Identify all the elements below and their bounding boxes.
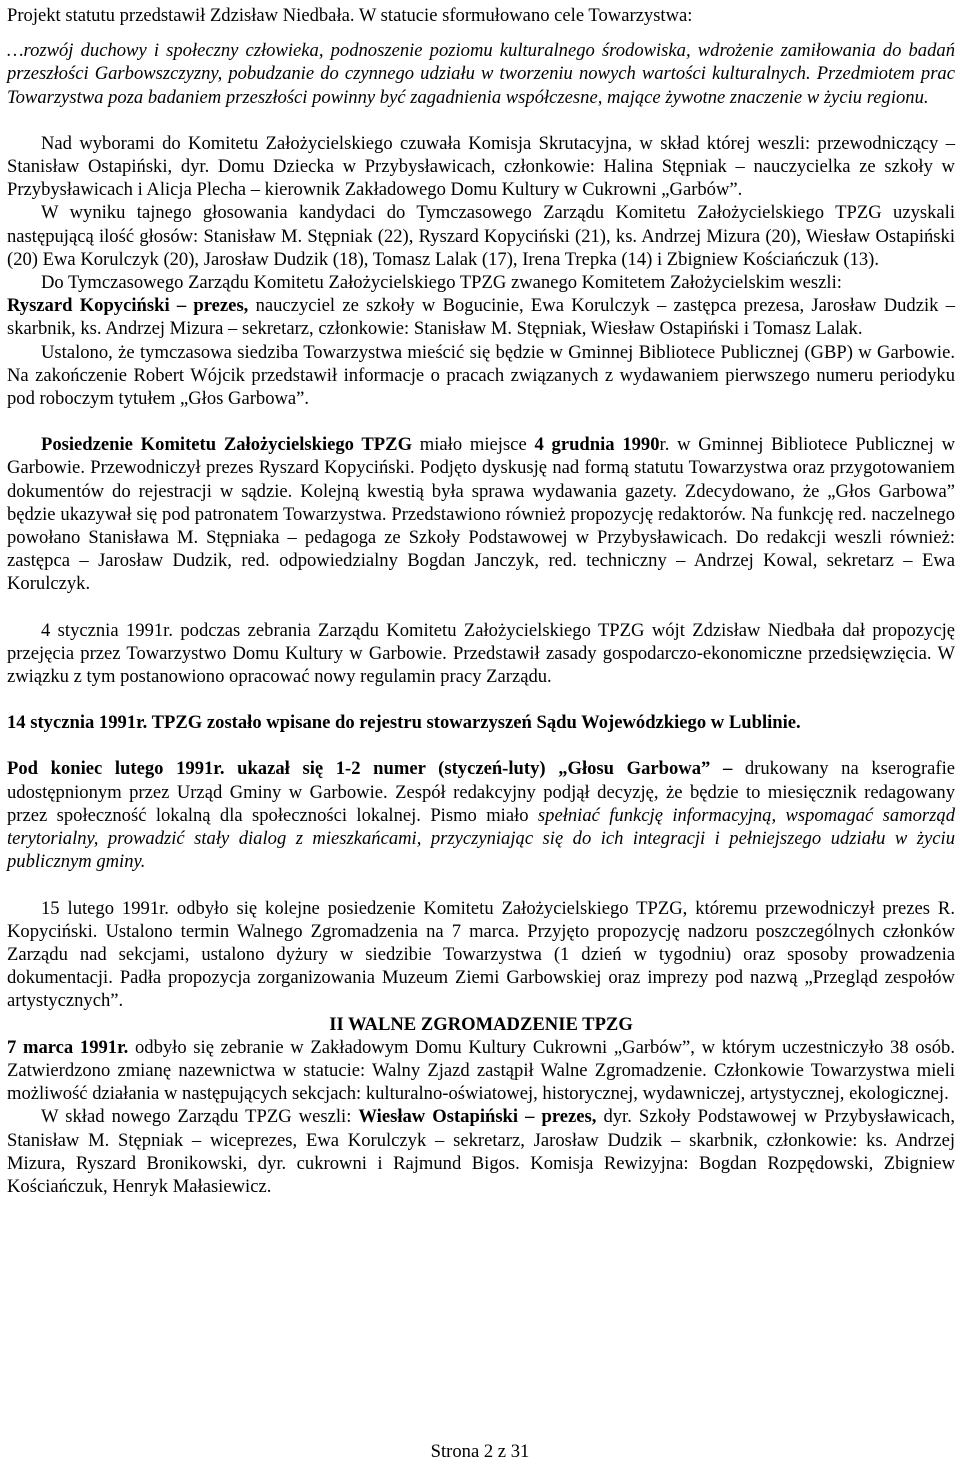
page-number: Strona 2 z 31 [430,1441,530,1462]
paragraph-march-7 [7,1036,955,1106]
paragraph-counting-committee: Nad wyborami do Komitetu Założycielskiego czuwała Komisja Skrutacyjna, w skład której weszli: przewodniczący – Stanisław Ostapiński, dyr. Domu Dziecka w Przybysławicach, członkowie: Halina Stępniak – nauczycielka ze szkoły w Przybysławicach i Alicja Plecha – kierownik Zakładowego Domu Kultury w Cukrowni „Garbów”. [7,132,955,201]
paragraph-february-15: 15 lutego 1991r. odbyło się kolejne posiedzenie Komitetu Założycielskiego TPZG, któremu przewodniczył prezes R. Kopyciński. Ustalono termin Walnego Zgromadzenia na 7 marca. Przyjęto propozycję nadzoru poszczególnych członków Zarządu nad sekcjami, ustalono dyżury w siedzibie Towarzystwa (1 dzień w tygodniu) oraz sposoby prowadzenia dokumentacji. Padła propozycja zorganizowania Muzeum Ziemi Garbowskiej oraz imprezy pod nazwą „Przegląd zespołów artystycznych”. [7,897,955,1012]
paragraph-registration: 14 stycznia 1991r. TPZG zostało wpisane do rejestru stowarzyszeń Sądu Wojewódzkiego w Lublinie. [7,712,801,734]
first-issue-text: drukowany na kserografie udostępnionym przez Urząd Gminy w Garbowie. Zespół redakcyjny podjął decyzję, że będzie to miesięcznik redagowany przez społeczność lokalną dla społeczności lokalnej. Pismo miało [7,758,955,826]
first-issue-mission: spełniać funkcję informacyjną, wspomagać samorząd terytorialny, prowadzić stały dialog z mieszkańcami, przyczyniając się do ich integracji i pełniejszego udziału w życiu publicznym gminy. [7,804,955,873]
paragraph-statute-intro: Projekt statutu przedstawił Zdzisław Niedbała. W statucie sformułowano cele Towarzystwa: [7,5,693,26]
meeting-text-mid: miało miejsce [412,434,535,456]
paragraph-new-board [7,1105,955,1198]
first-issue-title: Pod koniec lutego 1991r. ukazał się 1-2 numer (styczeń-luty) „Głosu Garbowa” – [7,758,733,780]
new-president: Wiesław Ostapiński – prezes, [358,1106,597,1128]
march-7-text: odbyło się zebranie w Zakładowym Domu Kultury Cukrowni „Garbów”, w którym uczestniczyło 38 osób. Zatwierdzono zmianę nazewnictwa w statucie: Walny Zjazd zastąpił Walne Zgromadzenie. Członkowie Towarzystwa mieli możliwość działania w następujących sekcjach: kulturalno-oświatowej, historycznej, wydawniczej, artystycznej, ekologicznej. [7,1036,956,1105]
new-board-text: dyr. Szkoły Podstawowej w Przybysławicach, Stanisław M. Stępniak – wiceprezes, Ewa Korulczyk – sekretarz, Jarosław Dudzik – skarbnik, członkowie: ks. Andrzej Mizura, Ryszard Bronikowski, dyr. cukrowni i Rajmund Bigos. Komisja Rewizyjna: Bogdan Rozpędowski, Zbigniew Kościańczuk, Henryk Małasiewicz. [7,1106,955,1197]
paragraph-january-4: 4 stycznia 1991r. podczas zebrania Zarządu Komitetu Założycielskiego TPZG wójt Zdzisław Niedbała dał propozycję przejęcia przez Towarzystwo Domu Kultury w Garbowie. Przedstawił zasady gospodarczo-ekonomiczne przedsięwzięcia. W związku z tym postanowiono opracować nowy regulamin pracy Zarządu. [7,619,955,688]
paragraph-committee-meeting [7,433,955,595]
document-page [7,4,955,1198]
president-name: Ryszard Kopyciński – prezes, [7,295,249,317]
paragraph-vote-results: W wyniku tajnego głosowania kandydaci do Tymczasowego Zarządu Komitetu Założycielskiego TPZG uzyskali następującą ilość głosów: Stanisław M. Stępniak (22), Ryszard Kopyciński (21), ks. Andrzej Mizura (20), Wiesław Ostapiński (20) Ewa Korulczyk (20), Jarosław Dudzik (18), Tomasz Lalak (17), Irena Trepka (14) i Zbigniew Kościańczuk (13). [7,202,955,270]
meeting-date: 4 grudnia 1990 [534,434,660,456]
paragraph-board-members [7,294,955,340]
paragraph-society-goals: …rozwój duchowy i społeczny człowieka, podnoszenie poziomu kulturalnego środowiska, wdrożenie zamiłowania do badań przeszłości Garbowszczyzny, pobudzanie do czynnego udziału w tworzeniu nowych wartości kulturalnych. Przedmiotem prac Towarzystwa poza badaniem przeszłości powinny być zagadnienia współczesne, mające żywotne znaczenie w życiu regionu. [7,40,955,108]
meeting-title: Posiedzenie Komitetu Założycielskiego TPZG [41,434,413,456]
march-7-date: 7 marca 1991r. [7,1036,129,1058]
section-heading: II WALNE ZGROMADZENIE TPZG [329,1013,633,1035]
paragraph-seat: Ustalono, że tymczasowa siedziba Towarzystwa mieścić się będzie w Gminnej Bibliotece Publicznej (GBP) w Garbowie. Na zakończenie Robert Wójcik przedstawił informacje o pracach związanych z wydawaniem pierwszego numeru periodyku pod roboczym tytułem „Głos Garbowa”. [7,341,955,410]
meeting-text-rest: r. w Gminnej Bibliotece Publicznej w Garbowie. Przewodniczył prezes Ryszard Kopyciński. Podjęto dyskusję nad formą statutu Towarzystwa oraz przygotowaniem dokumentów do rejestracji w sądzie. Kolejną kwestią była sprawa wydawania gazety. Zdecydowano, że „Głos Garbowa” będzie ukazywał się pod patronatem Towarzystwa. Przedstawiono również propozycję redaktorów. Na funkcję red. naczelnego powołano Stanisława M. Stępniaka – pedagoga ze Szkoły Podstawowej w Przybysławicach. Do redakcji weszli również: zastępca – Jarosław Dudzik, red. odpowiedzialny Bogdan Janczyk, red. techniczny – Andrzej Kowal, sekretarz – Ewa Korulczyk. [7,434,955,595]
new-board-intro: W skład nowego Zarządu TPZG weszli: [41,1106,359,1128]
paragraph-interim-board: Do Tymczasowego Zarządu Komitetu Założycielskiego TPZG zwanego Komitetem Założycielskim weszli: [41,272,842,294]
paragraph-first-issue [7,757,955,873]
board-members-text: nauczyciel ze szkoły w Bogucinie, Ewa Korulczyk – zastępca prezesa, Jarosław Dudzik – skarbnik, ks. Andrzej Mizura – sekretarz, członkowie: Stanisław M. Stępniak, Wiesław Ostapiński i Tomasz Lalak. [7,295,955,340]
